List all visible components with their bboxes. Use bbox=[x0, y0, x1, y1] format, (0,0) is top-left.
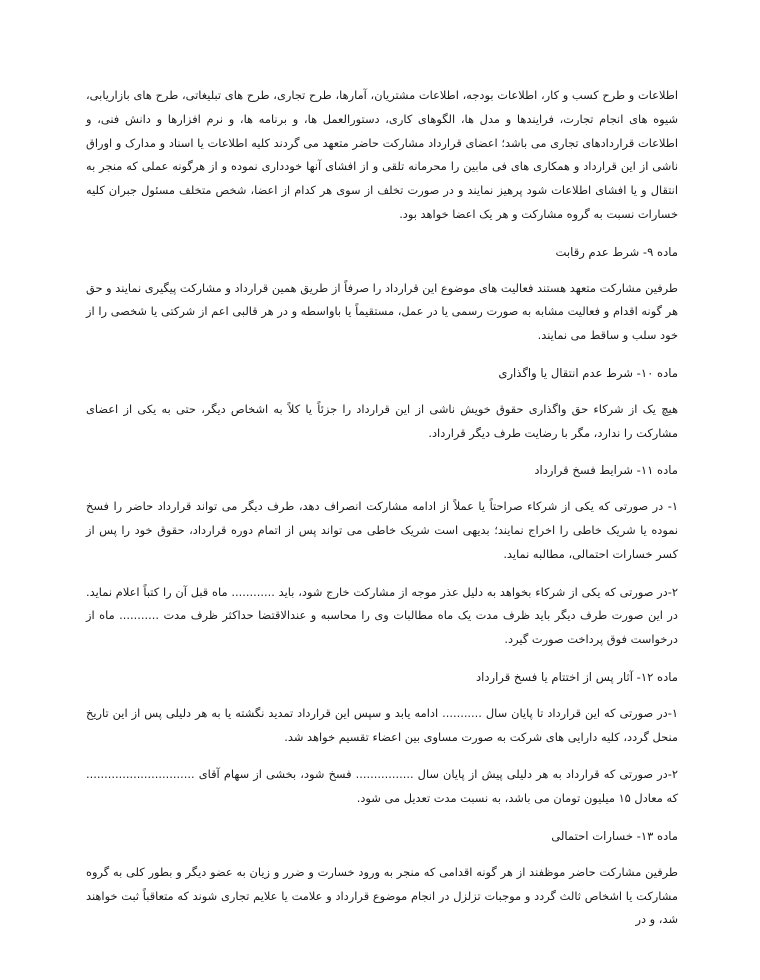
article-12-heading: ماده ۱۲- آثار پس از اختتام یا فسخ قرارداد bbox=[475, 669, 678, 684]
intro-paragraph: اطلاعات و طرح کسب و کار، اطلاعات بودجه، اطلاعات مشتریان، آمارها، طرح تجاری، طرح های تبلیغاتی، طرح های بازاریابی، شیوه های انجام تجارت، فرایندها و مدل ها، الگوهای کاری، دستورالعمل ها، و برنامه ها، و نرم افزارها و دانش فنی، و اطلاعات قراردادهای تجاری می باشد؛ اعضای قرارداد مشارکت حاضر متعهد می گردند کلیه اطلاعات یا اسناد و مدارک و اوراق ناشی از این قرارداد و همکاری های فی مابین را محرمانه تلقی و از افشای آنها خودداری نموده و از هرگونه عملی که منجر به انتقال و یا افشای اطلاعات شود پرهیز نمایند و در صورت تخلف از سوی هر کدام از اعضا، شخص متخلف مسئول جبران کلیه خسارات نسبت به گروه مشارکت و هر یک اعضا خواهد بود. bbox=[86, 88, 678, 221]
article-12-clause-2: ۲-در صورتی که قرارداد به هر دلیلی پیش از پایان سال ................ فسخ شود، بخشی از سهام آقای .............................. که معادل ۱۵ میلیون تومان می باشد، به نسبت مدت تعدیل می شود. bbox=[86, 767, 678, 806]
article-13-heading: ماده ۱۳- خسارات احتمالی bbox=[551, 828, 678, 843]
spacer bbox=[86, 749, 678, 763]
article-10-heading: ماده ۱۰- شرط عدم انتقال یا واگذاری bbox=[498, 365, 678, 380]
spacer bbox=[86, 348, 678, 362]
spacer bbox=[86, 652, 678, 666]
spacer bbox=[86, 483, 678, 495]
article-9-heading: ماده ۹- شرط عدم رقابت bbox=[555, 244, 678, 259]
spacer bbox=[86, 265, 678, 277]
article-13-text: طرفین مشارکت حاضر موظفند از هر گونه اقدامی که منجر به ورود خسارت و ضرر و زیان به عضو دیگر و بطور کلی به گروه مشارکت یا اشخاص ثالث گردد و موجبات تزلزل در انجام موضوع قرارداد و علامت یا علایم تجاری شوند که متعاقباً ثبت خواهند شد، و در bbox=[86, 864, 678, 927]
article-9-text: طرفین مشارکت متعهد هستند فعالیت های موضوع این قرارداد را صرفاً از طریق همین قرارداد و مشارکت پیگیری نمایند و حق هر گونه اقدام و فعالیت مشابه به صورت رسمی یا در عمل، مستقیماً یا باواسطه و در هر قالبی اعم از شرکتی یا شخصی را از خود سلب و ساقط می نمایند. bbox=[86, 280, 678, 343]
spacer bbox=[86, 445, 678, 459]
article-12-clause-1: ۱-در صورتی که این قرارداد تا پایان سال ........... ادامه یابد و سپس این قرارداد تمدید نگشته یا به هر دلیلی پس از این تاریخ منحل گردد، کلیه دارایی های شرکت به صورت مساوی بین اعضاء تقسیم خواهد شد. bbox=[86, 705, 678, 744]
spacer bbox=[86, 227, 678, 241]
article-11-heading: ماده ۱۱- شرایط فسخ قرارداد bbox=[534, 463, 678, 478]
spacer bbox=[86, 386, 678, 398]
article-11-clause-1: ۱- در صورتی که یکی از شرکاء صراحتاً یا عملاً از ادامه مشارکت انصراف دهد، طرف دیگر می تواند قرارداد حاضر را فسخ نموده یا شریک خاطی را اخراج نمایند؛ بدیهی است شریک خاطی می تواند پس از اتمام دوره قرارداد، حقوق خود را پس از کسر خسارات احتمالی، مطالبه نماید. bbox=[86, 499, 678, 561]
article-11-clause-2: ۲-در صورتی که یکی از شرکاء بخواهد به دلیل عذر موجه از مشارکت خارج شود، باید ............ ماه قبل آن را کتباً اعلام نماید. در این صورت طرف دیگر باید ظرف مدت یک ماه مطالبات وی را محاسبه و عندالاقتضا حداکثر ظرف مدت ........... ماه از درخواست فوق پرداخت صورت گیرد. bbox=[86, 584, 678, 647]
article-10-text: هیچ یک از شرکاء حق واگذاری حقوق خویش ناشی از این قرارداد را جزئاً یا کلاً به اشخاص دیگر، حتی به یکی از اعضای مشارکت را ندارد، مگر با رضایت طرف دیگر قرارداد. bbox=[86, 401, 678, 440]
spacer bbox=[86, 811, 678, 825]
spacer bbox=[86, 849, 678, 861]
spacer bbox=[86, 690, 678, 702]
spacer bbox=[86, 567, 678, 581]
